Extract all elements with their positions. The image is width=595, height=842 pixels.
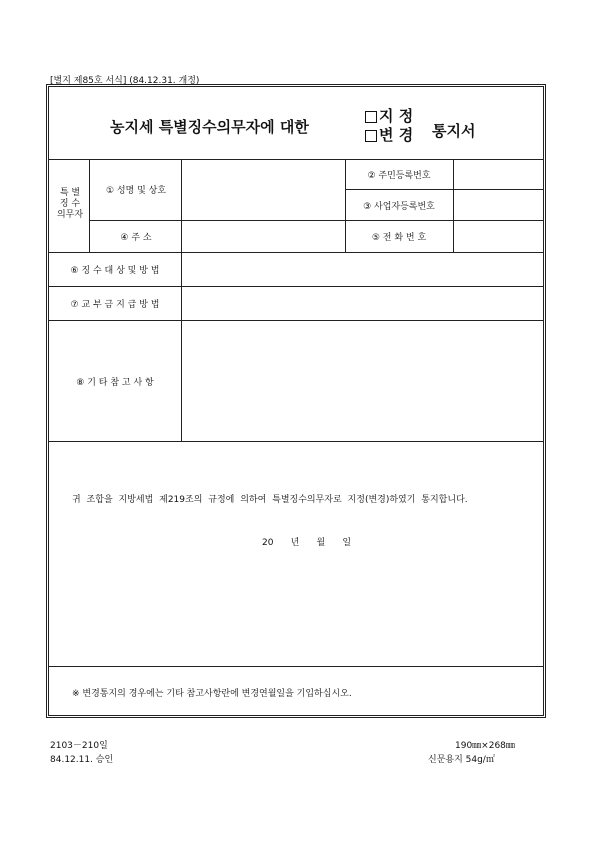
title-main: 농지세 특별징수의무자에 대한	[110, 118, 309, 136]
title-option-change: 변 경	[365, 124, 413, 145]
line-r7	[49, 441, 543, 442]
footer-paper: 신문용지 54g/㎡	[428, 755, 495, 765]
footer-size: 190㎜×268㎜	[455, 741, 515, 751]
title-option-designate: 지 정	[365, 105, 413, 126]
payment-label: ⑦ 교 부 금 지 급 방 법	[70, 300, 160, 310]
notice-text: 귀 조합을 지방세법 제219조의 규정에 의하여 특별징수의무자로 지정(변경)하였기 통지합니다.	[72, 495, 468, 505]
notice-date: 20 년 월 일	[262, 538, 352, 548]
phone-label: ⑤ 전 화 번 호	[371, 233, 427, 243]
collection-label: ⑥ 징 수 대 상 및 방 법	[70, 266, 160, 276]
footer-code: 2103－210일	[50, 741, 108, 751]
vline-obligor	[89, 159, 90, 252]
resident-no-label: ② 주민등록번호	[367, 171, 431, 181]
footnote: ※ 변경통지의 경우에는 기타 참고사항란에 변경연월일을 기입하십시오.	[72, 689, 352, 699]
notes-label: ⑧ 기 타 참 고 사 항	[76, 377, 154, 388]
vline-right	[453, 159, 454, 252]
form-number: [별지 제85호 서식] (84.12.31. 개정)	[50, 76, 200, 86]
footer-approval: 84.12.11. 승인	[50, 755, 114, 765]
line-r8	[49, 666, 543, 667]
title-suffix: 통지서	[432, 122, 476, 140]
address-label: ④ 주 소	[120, 233, 152, 243]
business-no-label: ③ 사업자등록번호	[363, 201, 435, 212]
checkbox-change	[365, 130, 377, 142]
obligor-label: 특 별 징 수 의무자	[56, 188, 84, 220]
name-label: ① 성명 및 상호	[105, 186, 167, 196]
checkbox-designate	[365, 111, 377, 123]
vline-label	[181, 159, 182, 441]
